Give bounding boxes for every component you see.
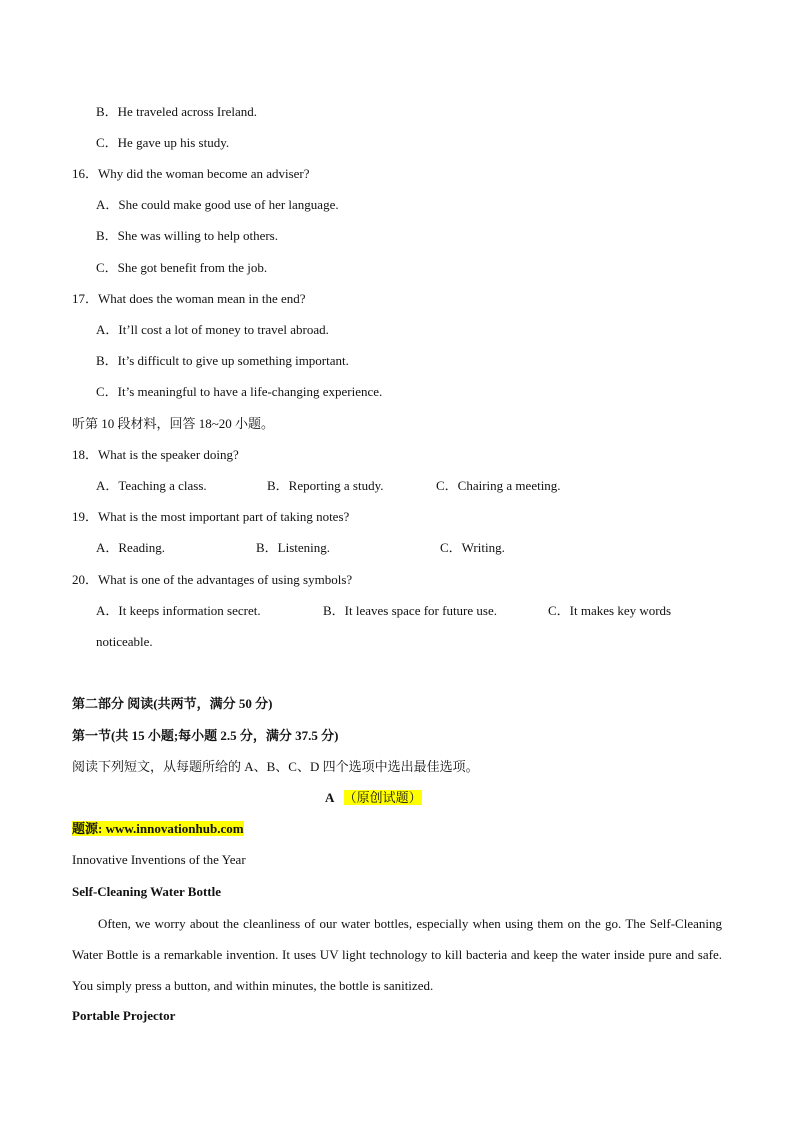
q18-stem: 18．What is the speaker doing? bbox=[72, 447, 239, 462]
q19-option-c: C．Writing. bbox=[440, 540, 505, 555]
q19-option-a: A．Reading. bbox=[96, 540, 165, 555]
q17-option-b: B．It’s difficult to give up something important. bbox=[96, 353, 349, 368]
q17-option-a: A．It’ll cost a lot of money to travel abroad. bbox=[96, 322, 329, 337]
passage-source-text: 题源: www.innovationhub.com bbox=[72, 821, 244, 836]
q18-option-b: B．Reporting a study. bbox=[267, 478, 384, 493]
q16-option-a: A．She could make good use of her language. bbox=[96, 197, 339, 212]
q15-option-b: B．He traveled across Ireland. bbox=[96, 104, 257, 119]
q16-stem: 16．Why did the woman become an adviser? bbox=[72, 166, 310, 181]
q17-option-c: C．It’s meaningful to have a life-changing experience. bbox=[96, 384, 383, 399]
q20-option-c-continued: noticeable. bbox=[96, 634, 153, 649]
passage-label bbox=[325, 790, 422, 806]
q20-stem: 20．What is one of the advantages of using symbols? bbox=[72, 572, 353, 587]
heading-portable-projector: Portable Projector bbox=[72, 1008, 176, 1023]
q18-option-a: A．Teaching a class. bbox=[96, 478, 207, 493]
q17-stem: 17．What does the woman mean in the end? bbox=[72, 291, 306, 306]
q20-option-c: C．It makes key words bbox=[548, 603, 672, 618]
q19-option-b: B．Listening. bbox=[256, 540, 331, 555]
article-title: Innovative Inventions of the Year bbox=[72, 852, 246, 867]
reading-instruction: 阅读下列短文，从每题所给的 A、B、C、D 四个选项中选出最佳选项。 bbox=[72, 759, 479, 774]
q20-option-b: B．It leaves space for future use. bbox=[323, 603, 497, 618]
q19-stem: 19．What is the most important part of taking notes? bbox=[72, 509, 350, 524]
q16-option-b: B．She was willing to help others. bbox=[96, 228, 278, 243]
passage-source bbox=[72, 821, 244, 837]
listening-instruction-10: 听第 10 段材料，回答 18~20 小题。 bbox=[72, 416, 275, 431]
q15-option-c: C．He gave up his study. bbox=[96, 135, 230, 150]
paragraph-self-cleaning-bottle: Often, we worry about the cleanliness of our water bottles, especially when using them on the go. The Self-Cleaning Water Bottle is a remarkable invention. It uses UV light technology to kill bacteria and keep the water inside pure and safe. You simply press a button, and within minutes, the bottle is sanitized. bbox=[72, 916, 722, 993]
passage-tag: （原创试题） bbox=[343, 790, 422, 805]
q18-option-c: C．Chairing a meeting. bbox=[436, 478, 561, 493]
reading-part-title: 第二部分 阅读(共两节，满分 50 分) bbox=[72, 696, 273, 711]
q20-option-a: A．It keeps information secret. bbox=[96, 603, 261, 618]
reading-section-title: 第一节(共 15 小题;每小题 2.5 分，满分 37.5 分) bbox=[72, 728, 339, 743]
heading-self-cleaning-bottle: Self-Cleaning Water Bottle bbox=[72, 884, 222, 899]
q16-option-c: C．She got benefit from the job. bbox=[96, 260, 268, 275]
passage-letter: A bbox=[325, 790, 335, 805]
